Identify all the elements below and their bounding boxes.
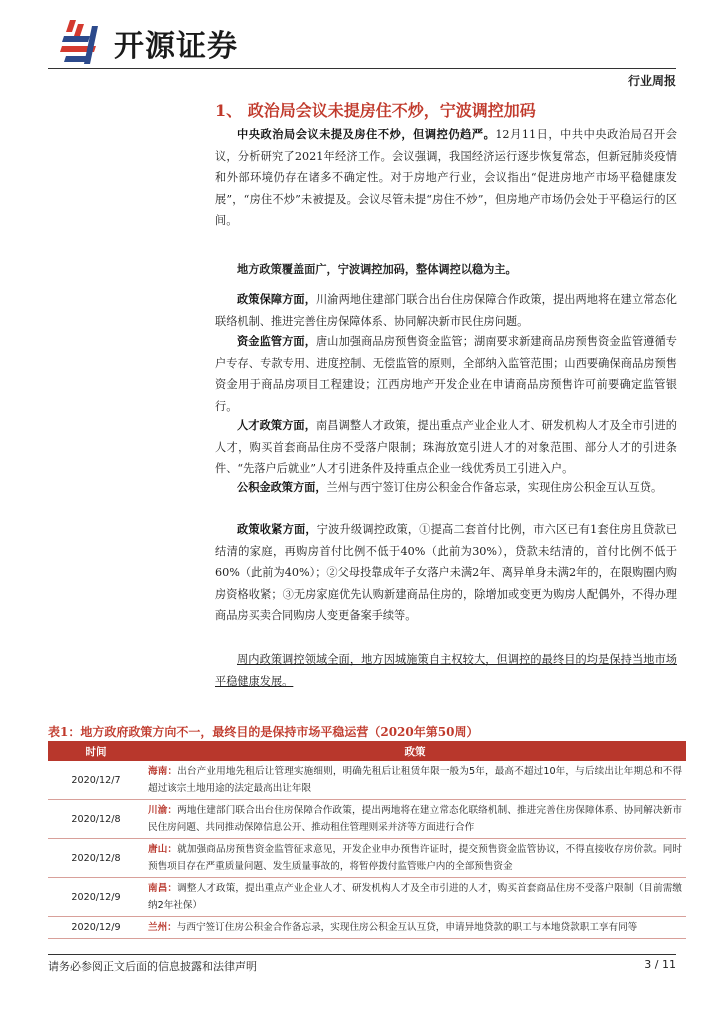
paragraph-body: 宁波升级调控政策，①提高二套首付比例，市六区已有1套住房且贷款已结清的家庭，再购房首付比例不低于40%（此前为30%），贷款未结清的，首付比例不低于60%（此前为40%）；②父母投靠成年子女落户未满2年、离异单身未满2年的，在限购圈内购房资格收紧；③无房家庭优先认购新建商品住房的，除增加或变更为购房人配偶外，不得办理商品房买卖合同购房人变更备案手续等。 bbox=[215, 523, 677, 622]
paragraph-lead: 人才政策方面， bbox=[237, 418, 316, 432]
header-divider bbox=[48, 68, 676, 69]
paragraph-body: 川渝两地住建部门联合出台住房保障合作政策，提出两地将在建立常态化联络机制、推进完善住房保障体系、协同解决新市民住房问题。 bbox=[215, 293, 677, 328]
row-date: 2020/12/8 bbox=[48, 839, 144, 878]
table-row bbox=[48, 839, 686, 878]
footer-disclaimer: 请务必参阅正文后面的信息披露和法律声明 bbox=[48, 960, 257, 973]
company-logo bbox=[60, 18, 238, 68]
paragraph-fund-supervision bbox=[215, 331, 677, 417]
paragraph-conclusion: 周内政策调控领域全面，地方因城施策自主权较大，但调控的最终目的均是保持当地市场平稳健康发展。 bbox=[215, 653, 677, 688]
row-date: 2020/12/7 bbox=[48, 761, 144, 800]
row-city: 兰州： bbox=[148, 922, 177, 933]
footer-divider bbox=[48, 954, 676, 955]
paragraph-body: 12月11日，中共中央政治局召开会议，分析研究了2021年经济工作。会议强调，我国经济运行逐步恢复常态，但新冠肺炎疫情和外部环境仍存在诸多不确定性。对于房地产行业，会议指出“促进房地产市场平稳健康发展”，“房住不炒”未被提及。会议尽管未提“房住不炒”，但房地产市场仍会处于平稳运行的区间。 bbox=[215, 128, 677, 227]
paragraph-body: 唐山加强商品房预售资金监管；湖南要求新建商品房预售资金监管遵循专户专存、专款专用、进度控制、无偿监管的原则，全部纳入监管范围；山西要确保商品房预售资金用于商品房项目工程建设；江西房地产开发企业在申请商品房预售许可前要确定监管银行。 bbox=[215, 335, 677, 413]
paragraph-politburo bbox=[215, 124, 677, 232]
paragraph-housing-security bbox=[215, 289, 677, 332]
row-text: 出台产业用地先租后让管理实施细则，明确先租后让租赁年限一般为5年，最高不超过10年，与后续出让年期总和不得超过该宗土地用途的法定最高出让年限 bbox=[148, 766, 683, 794]
logo-text: 开源证券 bbox=[114, 29, 238, 64]
paragraph-provident-fund bbox=[215, 477, 677, 499]
policy-table bbox=[48, 741, 686, 939]
paragraph-body: 兰州与西宁签订住房公积金合作备忘录，实现住房公积金互认互贷。 bbox=[326, 481, 663, 494]
row-policy bbox=[144, 917, 686, 939]
table-title: 表1：地方政府政策方向不一，最终目的是保持市场平稳运营（2020年第50周） bbox=[48, 725, 479, 739]
table-header-row bbox=[48, 741, 686, 761]
logo-mark-icon bbox=[60, 18, 108, 68]
paragraph-body: 南昌调整人才政策，提出重点产业企业人才、研发机构人才及全市引进的人才，购买首套商品住房不受落户限制；珠海放宽引进人才的对象范围、部分人才的引进条件、“先落户后就业”人才引进条件及持重点企业一线优秀员工引进入户。 bbox=[215, 419, 677, 475]
paragraph-lead: 政策保障方面， bbox=[237, 292, 316, 306]
row-policy bbox=[144, 761, 686, 800]
row-text: 就加强商品房预售资金监管征求意见，开发企业申办预售许证时，提交预售资金监管协议，不得直接收存房价款。同时预售项目存在严重质量问题、发生质量事故的，将暂停拨付监管账户内的全部预售资金 bbox=[148, 844, 683, 872]
row-city: 川渝： bbox=[148, 805, 178, 816]
paragraph-lead: 中央政治局会议未提及房住不炒，但调控仍趋严。 bbox=[237, 127, 496, 141]
report-type-label: 行业周报 bbox=[627, 74, 676, 88]
row-text: 两地住建部门联合出台住房保障合作政策，提出两地将在建立常态化联络机制、推进完善住房保障体系、协同解决新市民住房问题、共同推动保障信息公开、推动租住管理则采并济等方面进行合作 bbox=[148, 805, 683, 833]
header-policy: 政策 bbox=[144, 741, 686, 761]
paragraph-local-policy-summary: 地方政策覆盖面广，宁波调控加码，整体调控以稳为主。 bbox=[237, 262, 517, 276]
paragraph-policy-tightening bbox=[215, 519, 677, 627]
row-date: 2020/12/9 bbox=[48, 917, 144, 939]
row-policy bbox=[144, 878, 686, 917]
row-city: 唐山： bbox=[148, 844, 178, 855]
row-policy bbox=[144, 800, 686, 839]
table-row bbox=[48, 878, 686, 917]
table-row bbox=[48, 800, 686, 839]
page-number: 3 / 11 bbox=[644, 958, 676, 971]
row-date: 2020/12/9 bbox=[48, 878, 144, 917]
table-row bbox=[48, 917, 686, 939]
row-text: 与西宁签订住房公积金合作备忘录，实现住房公积金互认互贷，申请异地贷款的职工与本地贷款职工享有同等 bbox=[176, 922, 638, 933]
row-city: 南昌： bbox=[148, 883, 178, 894]
row-policy bbox=[144, 839, 686, 878]
paragraph-talent-policy bbox=[215, 415, 677, 480]
row-date: 2020/12/8 bbox=[48, 800, 144, 839]
paragraph-lead: 公积金政策方面， bbox=[237, 480, 327, 494]
paragraph-lead: 政策收紧方面， bbox=[237, 522, 317, 536]
section-title: 1、 政治局会议未提房住不炒，宁波调控加码 bbox=[215, 101, 536, 120]
row-text: 调整人才政策，提出重点产业企业人才、研发机构人才及全市引进的人才，购买首套商品住房不受落户限制（目前需缴纳2年社保） bbox=[148, 883, 683, 911]
paragraph-lead: 资金监管方面， bbox=[237, 334, 316, 348]
header-date: 时间 bbox=[48, 741, 144, 761]
row-city: 海南： bbox=[148, 766, 178, 777]
table-row bbox=[48, 761, 686, 800]
